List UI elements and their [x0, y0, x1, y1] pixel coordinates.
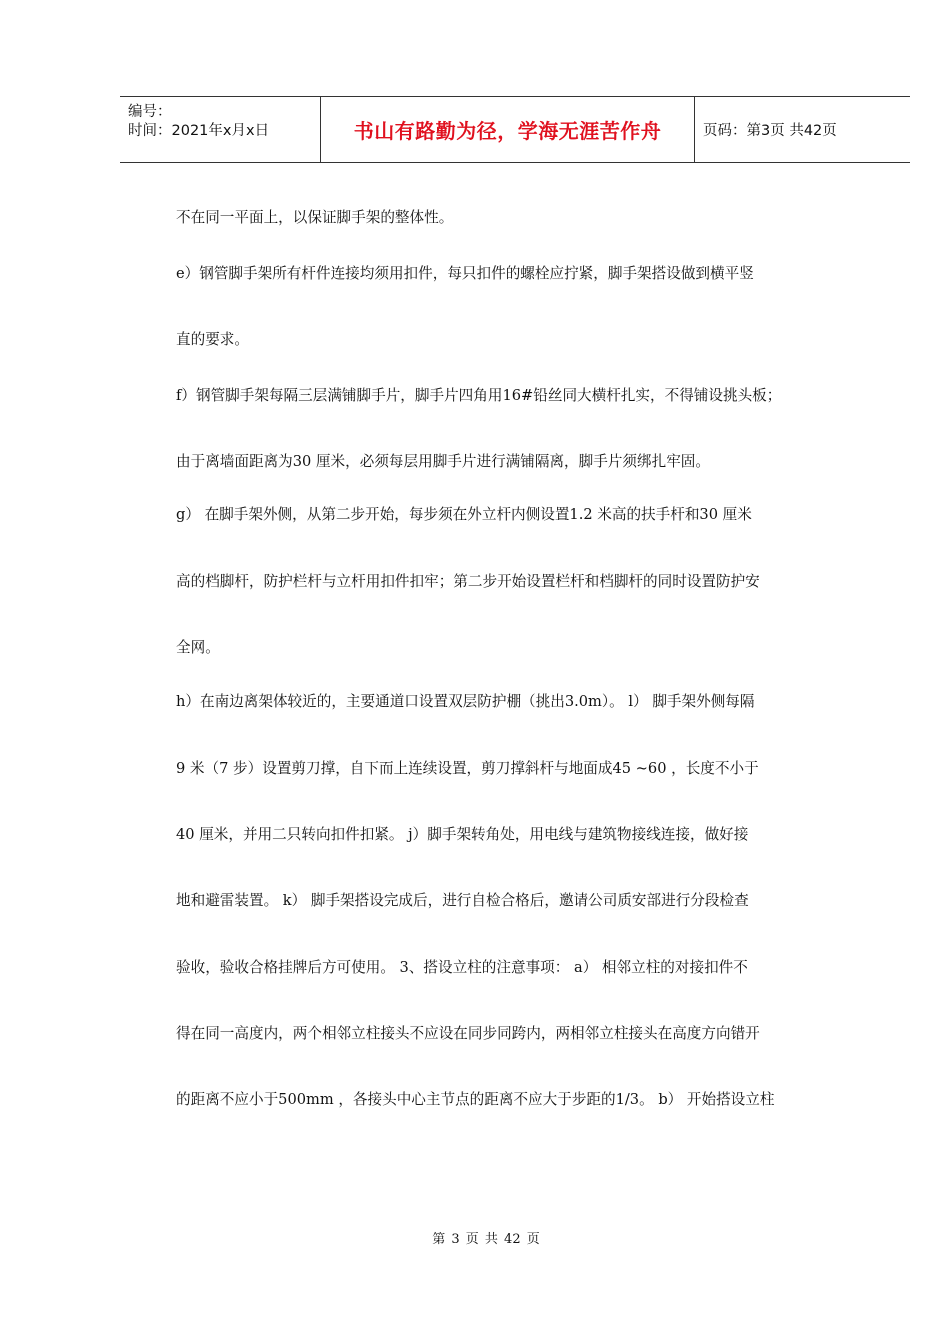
body-line: 高的档脚杆，防护栏杆与立杆用扣件扣牢；第二步开始设置栏杆和档脚杆的同时设置防护安: [176, 573, 760, 590]
body-line: 得在同一高度内，两个相邻立柱接头不应设在同步同跨内，两相邻立柱接头在高度方向错开: [176, 1025, 760, 1042]
body-line: f）钢管脚手架每隔三层满铺脚手片，脚手片四角用16#铅丝同大横杆扎实，不得铺设挑头板；: [176, 387, 782, 404]
body-line: e）钢管脚手架所有杆件连接均须用扣件，每只扣件的螺栓应拧紧，脚手架搭设做到横平竖: [176, 265, 754, 282]
motto-text: 书山有路勤为径，学海无涯苦作舟: [353, 119, 662, 143]
time-label: 时间：2021年x月x日: [128, 123, 270, 139]
header-page-cell: [695, 97, 910, 162]
page-footer: 第 3 页 共 42 页: [432, 1232, 540, 1247]
body-line: 由于离墙面距离为30 厘米，必须每层用脚手片进行满铺隔离，脚手片须绑扎牢固。: [176, 453, 710, 470]
header-motto-cell: [321, 97, 695, 162]
header-meta-cell: [120, 97, 321, 162]
body-line: 地和避雷装置。 k） 脚手架搭设完成后，进行自检合格后，邀请公司质安部进行分段检查: [176, 892, 749, 909]
body-line: 验收，验收合格挂牌后方可使用。 3、搭设立柱的注意事项： a） 相邻立柱的对接扣件不: [176, 959, 748, 976]
body-line: 的距离不应小于500mm ，各接头中心主节点的距离不应大于步距的1/3。 b） 开始搭设立柱: [176, 1091, 775, 1108]
body-line: 全网。: [176, 639, 220, 656]
page-info: 页码：第3页 共42页: [703, 123, 837, 139]
document-header: [120, 96, 910, 163]
body-line: 不在同一平面上，以保证脚手架的整体性。: [176, 209, 454, 226]
body-line: g） 在脚手架外侧，从第二步开始，每步须在外立杆内侧设置1.2 米高的扶手杆和30 厘米: [176, 506, 752, 523]
body-line: 直的要求。: [176, 331, 249, 348]
serial-label: 编号：: [128, 104, 172, 120]
body-line: 40 厘米，并用二只转向扣件扣紧。 j）脚手架转角处，用电线与建筑物接线连接，做好接: [176, 826, 749, 843]
body-line: h）在南边离架体较近的，主要通道口设置双层防护棚（挑出3.0m）。 l） 脚手架外侧每隔: [176, 693, 755, 710]
body-line: 9 米（7 步）设置剪刀撑，自下而上连续设置，剪刀撑斜杆与地面成45 ~60 ，长度不小于: [176, 760, 759, 777]
